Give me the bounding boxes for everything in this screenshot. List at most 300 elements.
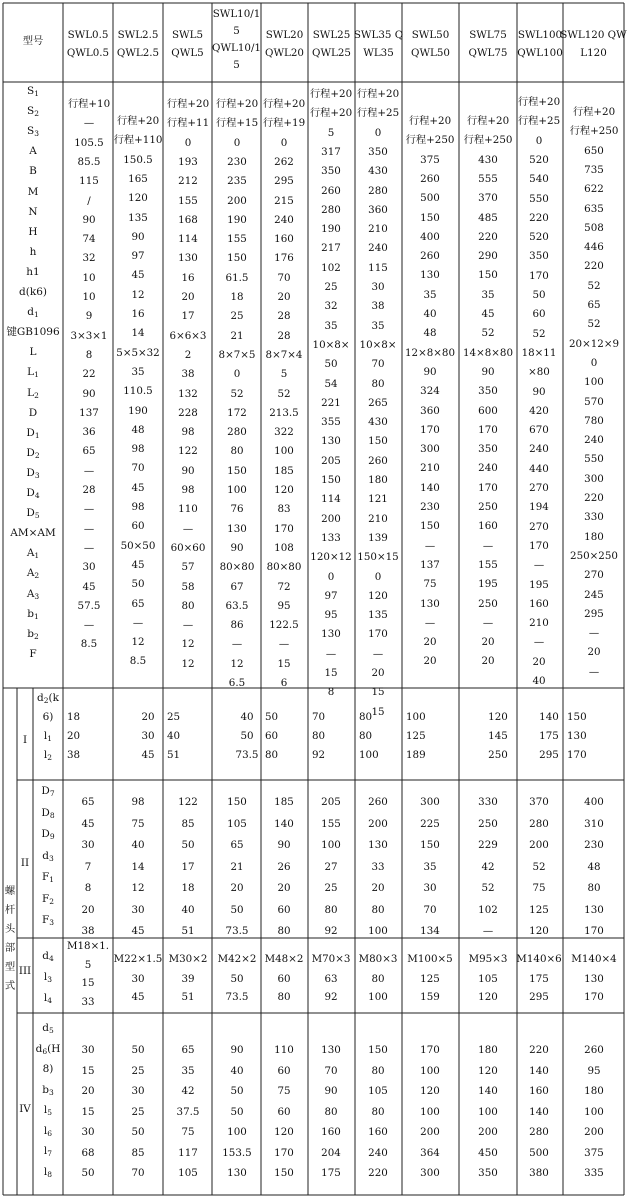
row-label-base: l: [43, 1124, 48, 1137]
param-label: [29, 649, 36, 660]
param-value: —: [533, 559, 545, 572]
param-value: 3×3×1: [70, 329, 108, 342]
model-name: SWL10/1: [212, 8, 261, 20]
row-label-subscript: 4: [47, 996, 53, 1005]
type2-value: 150: [227, 796, 247, 808]
type3-value: 120: [478, 991, 498, 1003]
type3-value: 100: [368, 991, 388, 1003]
type4-value: 37.5: [176, 1105, 200, 1118]
param-value: 170: [529, 269, 549, 282]
type1-label: [43, 712, 54, 723]
row-label-subscript: 2: [33, 631, 39, 641]
param-value: 622: [584, 183, 604, 196]
param-label: [26, 508, 39, 519]
param-value: 0: [184, 136, 192, 149]
param-value: 65: [131, 597, 145, 610]
type2-value: 370: [529, 796, 549, 808]
row-label-base: d: [42, 950, 49, 962]
param-value: 250: [478, 597, 498, 610]
param-value: 52: [230, 387, 244, 400]
type4-value: 150: [274, 1167, 294, 1179]
param-value: 240: [529, 443, 549, 456]
row-label-subscript: 3: [48, 1087, 54, 1097]
param-value: 245: [584, 588, 604, 601]
type2-value: 185: [274, 796, 294, 808]
row-label-base: L: [29, 346, 37, 359]
model-name: QWL0.5: [66, 47, 110, 59]
row-label-base: d: [37, 692, 44, 704]
param-value: 735: [584, 163, 604, 176]
row-label-base: d: [27, 306, 34, 319]
side-title-char: 螺: [4, 885, 16, 897]
row-label-base: A: [26, 547, 35, 560]
type4-value: 160: [529, 1085, 549, 1097]
row-label-base: l: [43, 992, 48, 1004]
type1-value: 100: [406, 711, 426, 723]
param-value: 137: [79, 406, 99, 419]
param-value: 20: [277, 291, 291, 303]
param-value: 135: [368, 609, 388, 622]
type4-value: 95: [587, 1064, 601, 1077]
type4-value: 140: [478, 1085, 498, 1097]
type2-value: 27: [324, 860, 338, 873]
type4-value: 335: [584, 1167, 604, 1179]
type4-value: 120: [478, 1064, 498, 1077]
type4-value: 180: [478, 1044, 498, 1056]
param-value: —: [132, 616, 144, 629]
type3-value: 5: [84, 958, 92, 971]
type3-value: 50: [230, 973, 244, 985]
type2-value: 18: [181, 882, 195, 894]
row-label-subscript: 2: [34, 450, 40, 460]
type2-value: 250: [478, 817, 498, 830]
param-value: 52: [587, 318, 601, 331]
param-value: 135: [128, 211, 148, 224]
param-value: 90: [230, 541, 244, 554]
row-label-base: l: [43, 749, 48, 761]
param-value: 20: [423, 655, 437, 668]
type1-value: 60: [265, 730, 279, 742]
param-value: 120: [274, 484, 294, 496]
param-value: 40: [532, 675, 546, 687]
param-value: 130: [227, 522, 247, 535]
type4-value: 60: [277, 1064, 291, 1077]
param-value: 行程+15: [215, 117, 259, 130]
param-value: 0: [535, 134, 543, 147]
type3-value: M80×3: [358, 953, 398, 965]
type2-value: 200: [529, 839, 549, 851]
row-label-base: d: [42, 849, 49, 862]
param-value: 100: [584, 376, 604, 389]
type3-value: 45: [131, 991, 145, 1003]
param-value: 行程+20: [262, 98, 306, 110]
param-value: 520: [529, 153, 549, 166]
type3-value: M140×6: [516, 953, 562, 965]
type1-value: 70: [312, 711, 326, 723]
type2-value: 51: [181, 925, 195, 937]
param-value: 行程+110: [113, 134, 163, 147]
type2-value: 80: [371, 903, 385, 916]
param-value: 16: [181, 271, 195, 284]
param-value: 250×250: [570, 549, 618, 562]
type-label: IV: [19, 1103, 31, 1115]
type4-label: [44, 1105, 52, 1116]
param-value: 160: [274, 233, 294, 246]
param-value: 80: [371, 377, 385, 390]
type3-value: M95×3: [468, 953, 508, 965]
param-value: 8.5: [129, 655, 147, 668]
param-value: 155: [178, 194, 198, 207]
type4-value: 15: [81, 1064, 95, 1077]
param-value: 322: [274, 426, 294, 439]
param-value: 540: [529, 173, 549, 186]
type4-value: 25: [131, 1105, 145, 1118]
param-value: —: [83, 464, 95, 477]
param-value: 150.5: [123, 153, 153, 166]
param-value: 430: [368, 165, 388, 178]
type3-value: M18×1.: [66, 940, 110, 952]
type2-value: 150: [420, 839, 440, 851]
param-value: 193: [178, 155, 198, 168]
type2-value: 80: [587, 882, 601, 894]
row-label-subscript: 5: [47, 1108, 53, 1117]
param-value: 52: [532, 327, 546, 340]
param-value: 8×7×4: [265, 348, 303, 361]
param-value: 5: [280, 368, 288, 381]
param-value: 213.5: [269, 406, 299, 419]
type2-value: 98: [131, 796, 145, 808]
param-value: 270: [584, 569, 604, 582]
row-label-subscript: 1: [49, 875, 55, 884]
row-label-subscript: 4: [48, 954, 54, 963]
type2-value: 125: [529, 903, 549, 916]
row-label-suffix: (k: [48, 692, 59, 704]
row-label-subscript: 8: [49, 810, 55, 820]
param-value: 555: [478, 172, 498, 185]
type4-value: 50: [131, 1126, 145, 1138]
param-value: 97: [324, 589, 338, 602]
type1-value: 80: [359, 730, 373, 742]
type4-value: 200: [478, 1126, 498, 1138]
type2-value: 92: [324, 925, 338, 937]
param-value: 221: [321, 396, 341, 409]
type4-label: [44, 1126, 52, 1137]
type4-value: 280: [529, 1126, 549, 1138]
param-value: 35: [371, 319, 385, 332]
param-value: 375: [420, 153, 440, 166]
param-value: 45: [131, 558, 145, 571]
type2-value: 30: [423, 882, 437, 894]
type2-value: 205: [321, 796, 341, 808]
param-value: 570: [584, 395, 604, 408]
type2-value: 130: [368, 839, 388, 851]
param-value: 228: [178, 406, 198, 419]
param-label: [27, 106, 39, 117]
param-value: 485: [478, 211, 498, 224]
type1-value: 38: [67, 749, 81, 761]
param-value: 95: [324, 609, 338, 622]
param-value: 300: [420, 443, 440, 456]
type1-value: 189: [406, 749, 426, 761]
param-value: 133: [321, 531, 341, 544]
type4-value: 500: [529, 1146, 549, 1159]
model-name: SWL25: [312, 29, 351, 41]
param-value: 500: [420, 192, 440, 205]
param-value: 45: [131, 269, 145, 282]
param-value: 58: [181, 580, 195, 593]
type3-value: 80: [277, 991, 291, 1003]
param-value: 121: [368, 493, 388, 506]
param-value: 295: [274, 175, 294, 188]
param-value: 2: [184, 348, 192, 361]
row-label-subscript: 9: [49, 832, 55, 841]
type3-value: 63: [324, 973, 338, 985]
row-label-subscript: 1: [47, 734, 53, 743]
param-value: 115: [79, 175, 99, 188]
type1-value: 120: [488, 711, 508, 723]
type1-value: 20: [141, 711, 155, 723]
type4-value: 105: [178, 1167, 198, 1179]
type3-label: [44, 993, 52, 1004]
type1-value: 80: [312, 730, 326, 742]
row-label-subscript: 2: [47, 753, 53, 762]
type4-label: [36, 1044, 61, 1055]
param-value: 36: [82, 426, 96, 439]
param-value: 250: [478, 501, 498, 513]
type2-value: 65: [230, 839, 244, 851]
param-value: 172: [227, 406, 247, 419]
type2-value: 20: [230, 882, 244, 894]
row-label-base: d: [35, 1042, 43, 1055]
row-label-base: D: [28, 406, 38, 419]
row-label-subscript: 3: [47, 975, 53, 984]
param-value: 行程+10: [67, 98, 111, 110]
param-label: [26, 428, 39, 439]
param-value: 8×7×5: [218, 348, 256, 361]
param-value: —: [372, 647, 384, 660]
row-label-base: D: [26, 446, 35, 459]
type4-value: 117: [178, 1146, 198, 1159]
type2-value: 330: [478, 796, 498, 808]
type1-value: 140: [539, 711, 559, 723]
type2-value: 48: [587, 860, 601, 873]
type1-value: 100: [359, 749, 379, 761]
type2-value: 20: [277, 882, 291, 894]
type2-label: [42, 915, 54, 926]
model-name: SWL0.5: [67, 29, 109, 41]
param-value: 220: [529, 211, 549, 224]
type2-value: 200: [368, 817, 388, 830]
model-name: SWL100: [517, 29, 563, 41]
side-title-char: 型: [4, 961, 16, 973]
param-value: 212: [178, 175, 198, 188]
param-value: 240: [274, 213, 294, 226]
type4-value: 364: [420, 1146, 440, 1159]
param-value: 83: [277, 503, 291, 516]
type2-value: 21: [230, 860, 244, 873]
type4-value: 80: [371, 1064, 385, 1077]
param-value: 25: [230, 310, 244, 323]
param-value: 30: [371, 281, 385, 293]
param-label: [26, 468, 39, 479]
param-value: 行程+11: [166, 117, 210, 130]
type1-value: 50: [265, 711, 279, 723]
param-value: 280: [227, 426, 247, 439]
type4-value: 68: [81, 1146, 95, 1159]
type3-value: M42×2: [217, 953, 257, 965]
param-value: 85.5: [77, 155, 101, 168]
type2-value: —: [482, 925, 494, 937]
param-value: 20: [181, 291, 195, 303]
row-label-base: b: [27, 607, 34, 620]
param-value: 114: [321, 493, 341, 506]
header-label: 型号: [22, 35, 44, 47]
param-value: 235: [227, 175, 247, 188]
row-label-subscript: 3: [34, 129, 39, 139]
param-value: 9: [85, 310, 93, 323]
param-value: 102: [321, 261, 341, 274]
param-value: 115: [368, 261, 388, 274]
type4-value: 25: [131, 1064, 145, 1077]
type2-label: [42, 894, 54, 905]
param-value: 35: [423, 288, 437, 301]
row-label-base: B: [29, 165, 37, 178]
row-label-base: D: [41, 806, 50, 819]
type2-value: 100: [368, 925, 388, 937]
param-value: 100: [227, 484, 247, 496]
type1-label: [44, 731, 52, 742]
type1-value: 30: [141, 730, 155, 742]
row-label-base: D: [41, 828, 50, 840]
param-value: 57: [181, 561, 195, 574]
row-label-base: D: [26, 426, 35, 439]
type2-label: [41, 786, 54, 797]
model-name: SWL120 QW: [560, 29, 627, 41]
param-value: 16: [131, 308, 145, 320]
param-value: 165: [128, 172, 148, 185]
type2-value: 33: [371, 860, 385, 873]
param-value: 22: [82, 368, 96, 381]
type1-value: 175: [539, 730, 559, 742]
param-value: 190: [227, 213, 247, 226]
param-value: 600: [478, 404, 498, 417]
param-value: 行程+20: [166, 98, 210, 110]
param-value: 行程+250: [569, 125, 619, 138]
param-value: 155: [227, 233, 247, 246]
param-value: —: [231, 638, 243, 651]
param-label: [19, 287, 47, 298]
param-value: 8.5: [80, 638, 98, 651]
type2-value: 12: [131, 882, 145, 894]
row-label-base: l: [43, 1145, 48, 1157]
param-label: [26, 267, 39, 278]
row-label-subscript: 2: [34, 109, 39, 119]
param-value: 25: [324, 281, 338, 293]
type4-value: 50: [230, 1085, 244, 1097]
param-value: 行程+19: [262, 117, 306, 130]
param-value: 8: [85, 348, 93, 361]
row-label-base: D: [26, 487, 35, 499]
param-value: 行程+25: [517, 115, 561, 128]
param-label: [30, 247, 37, 258]
param-value: 780: [584, 414, 604, 427]
param-value: 520: [529, 231, 549, 244]
type-label: III: [18, 965, 32, 977]
type1-value: 80: [359, 711, 373, 723]
type3-value: 80: [371, 973, 385, 985]
type1-value: 130: [567, 730, 587, 742]
type4-value: 140: [529, 1105, 549, 1118]
type4-value: 50: [131, 1044, 145, 1056]
type4-value: 75: [181, 1126, 195, 1138]
param-value: 240: [478, 462, 498, 475]
type4-value: 42: [181, 1085, 195, 1097]
param-value: 28: [277, 329, 291, 342]
model-name: SWL50: [411, 29, 450, 41]
param-value: 行程+20: [466, 115, 510, 127]
model-name: SWL2.5: [117, 29, 159, 41]
param-value: 48: [423, 327, 437, 340]
type2-value: 45: [81, 817, 95, 830]
param-value: 260: [420, 250, 440, 263]
param-value: 140: [420, 481, 440, 494]
row-label-subscript: 2: [43, 696, 49, 705]
type2-value: 35: [423, 860, 437, 873]
param-value: 350: [368, 145, 388, 158]
param-value: 195: [478, 578, 498, 591]
param-value: 360: [420, 404, 440, 417]
param-value: —: [533, 636, 545, 649]
param-value: 8: [327, 686, 335, 699]
param-value: 240: [584, 434, 604, 447]
param-value: 262: [274, 155, 294, 168]
row-label-base: b: [27, 627, 34, 640]
param-value: 110.5: [123, 385, 153, 398]
param-value: 90: [481, 365, 495, 378]
type4-value: 175: [321, 1167, 341, 1179]
param-value: 170: [420, 423, 440, 436]
param-value: 10×8×: [359, 338, 397, 351]
param-value: 0: [374, 570, 382, 583]
type1-value: 40: [240, 711, 254, 723]
param-value: 330: [584, 511, 604, 524]
type3-value: M30×2: [168, 953, 208, 965]
param-value: 270: [529, 520, 549, 533]
param-value: 70: [277, 271, 291, 284]
type1-value: 125: [406, 730, 426, 742]
type3-value: 175: [529, 973, 549, 985]
type2-value: 300: [420, 796, 440, 808]
param-label: [30, 347, 37, 358]
row-label-base: A: [26, 567, 35, 580]
param-value: 0: [280, 136, 288, 149]
param-value: 18: [230, 291, 244, 303]
type2-value: 38: [81, 925, 95, 937]
type2-value: 30: [81, 839, 95, 851]
param-value: 20: [423, 636, 437, 649]
param-value: 20×12×9: [568, 337, 620, 350]
param-value: 190: [321, 223, 341, 236]
type4-value: 30: [81, 1126, 95, 1138]
row-label-subscript: 2: [34, 390, 39, 400]
param-value: 5: [327, 126, 335, 139]
param-value: 217: [321, 242, 341, 255]
type4-value: 240: [368, 1146, 388, 1159]
param-value: 70: [371, 358, 385, 371]
param-label: [10, 528, 55, 539]
param-value: 132: [178, 387, 198, 400]
row-label-base: d: [42, 1022, 49, 1034]
